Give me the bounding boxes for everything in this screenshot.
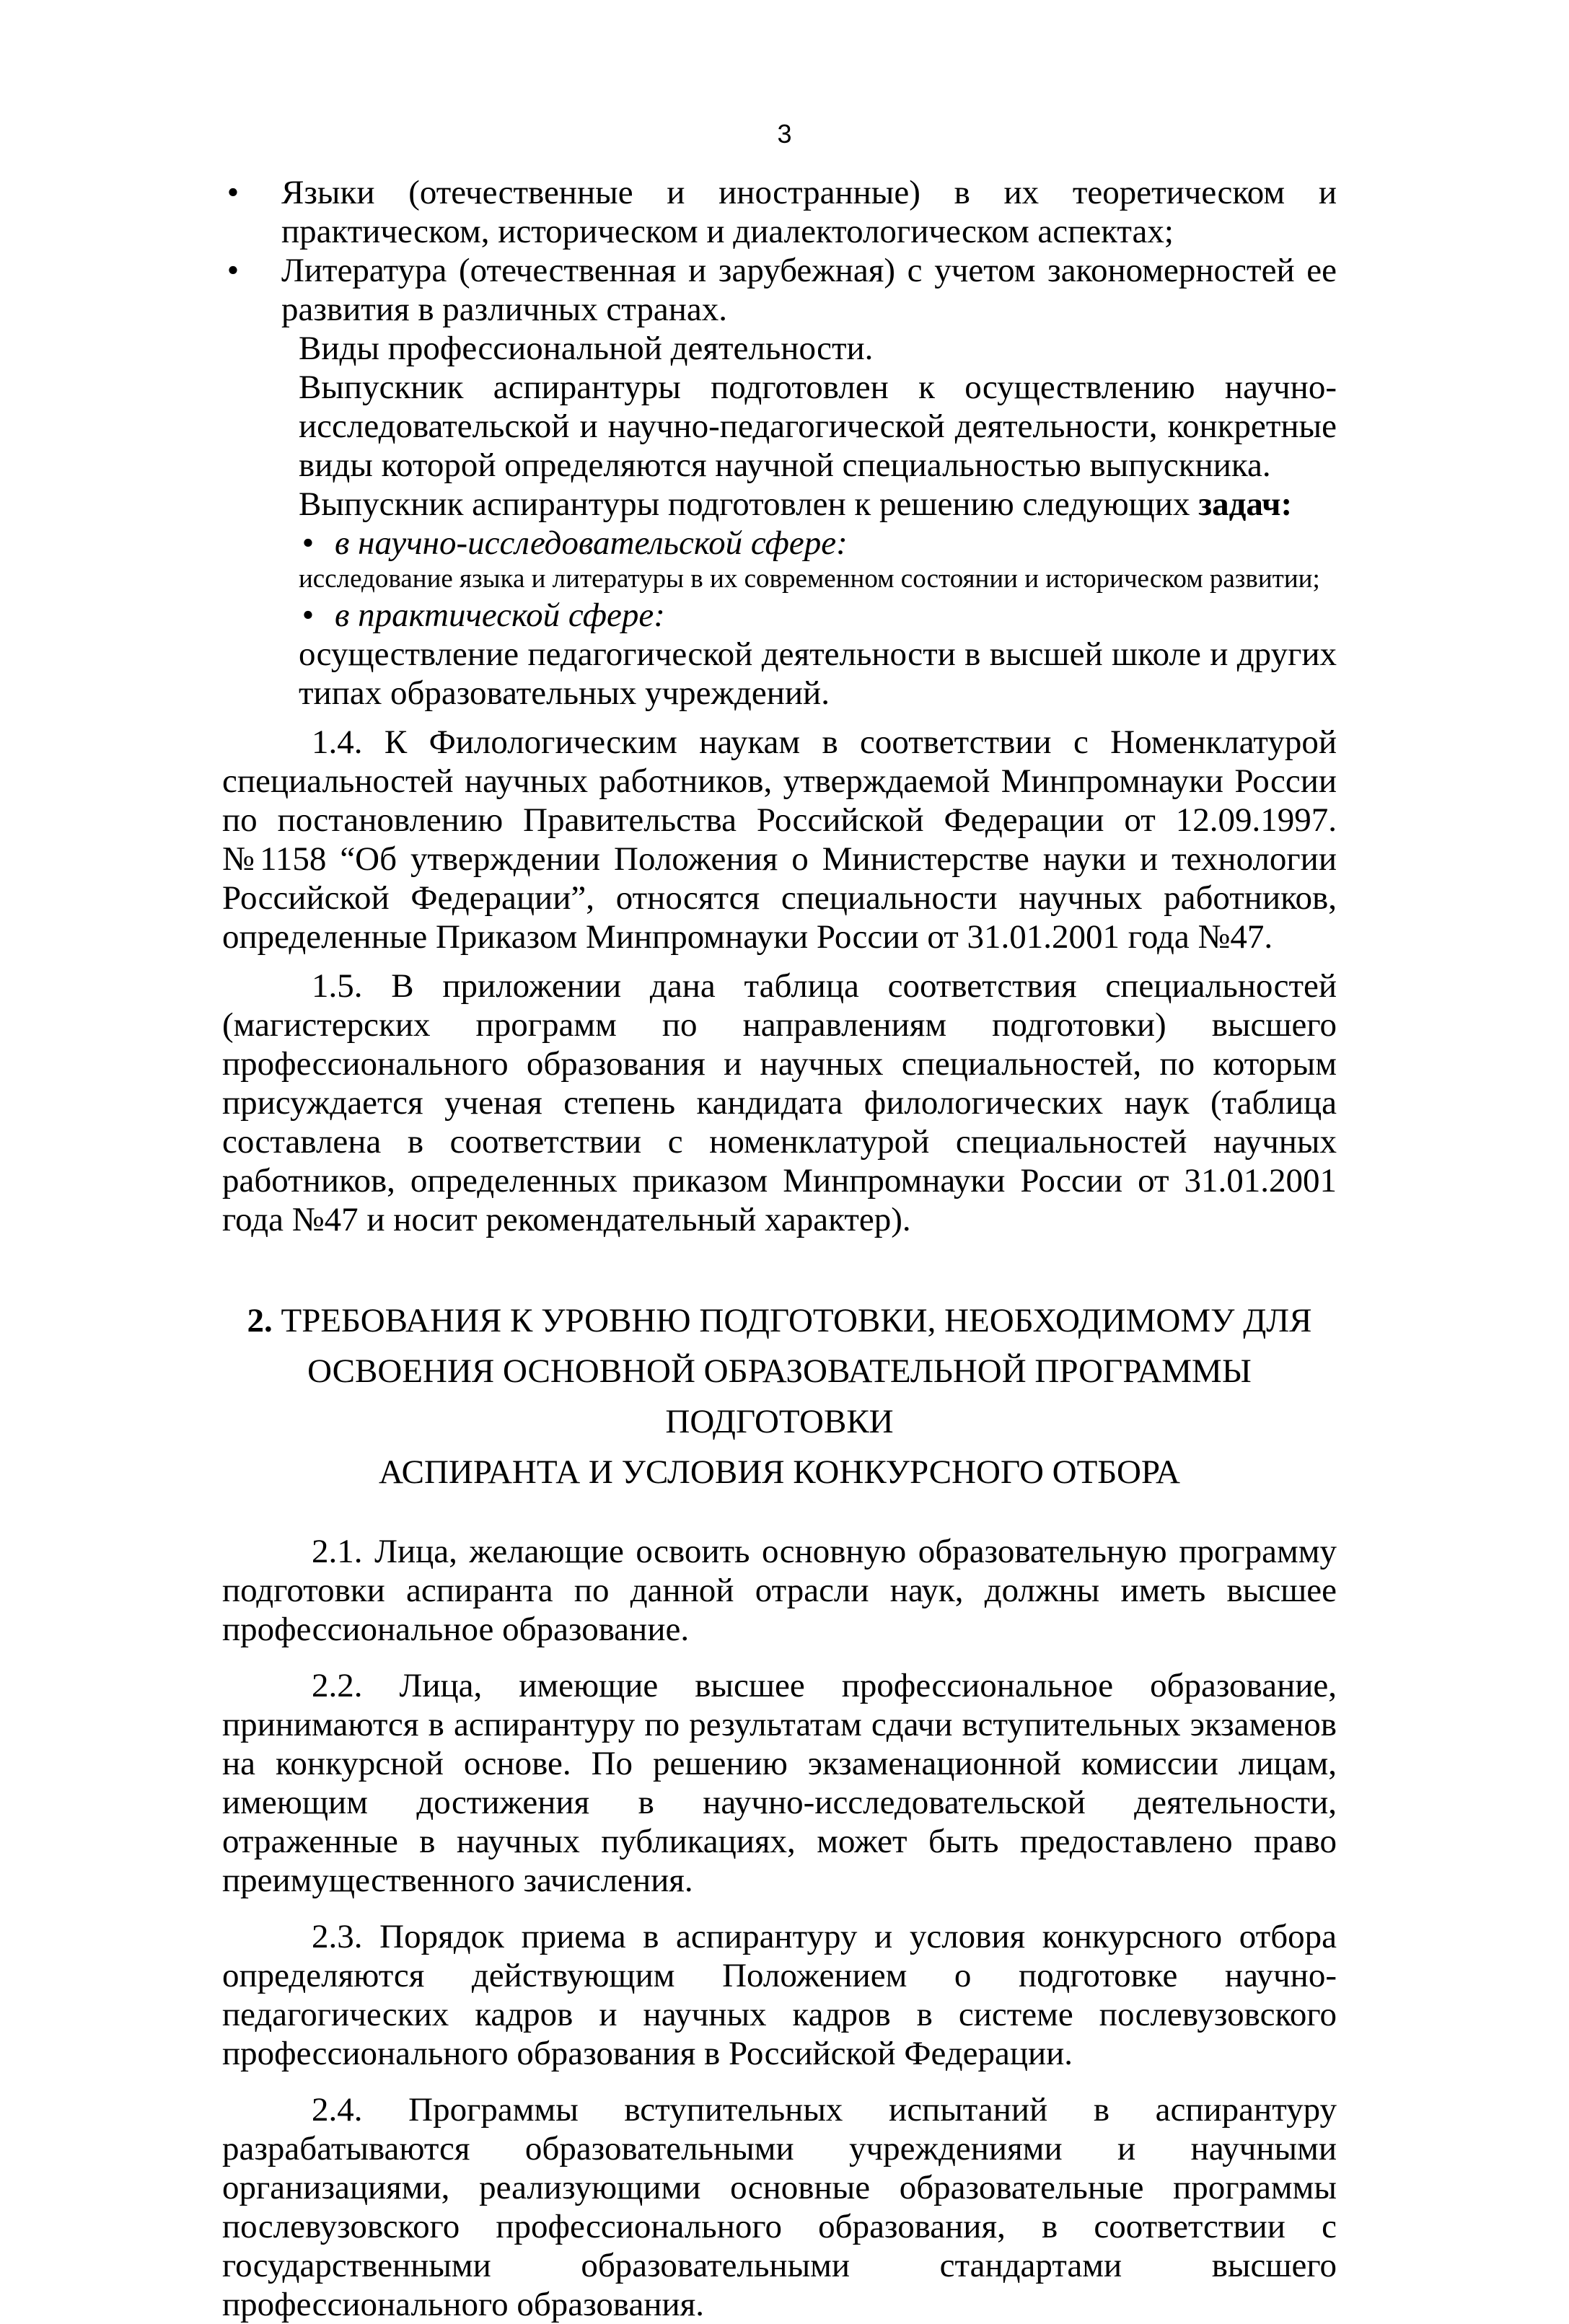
practice-label: в практической сфере: <box>335 597 665 634</box>
paragraph-2-4: 2.4. Программы вступительных испытаний в аспирантуру разрабатываются образовательными учреждениями и научными организациями, реализующими основные образовательные программы послевузовского профессионального образования, в соответствии с государственными образовательными стандартами высшего профессионального образования. <box>222 2091 1337 2323</box>
paragraph-1-4: 1.4. К Филологическим наукам в соответствии с Номенклатурой специальностей научных работников, утверждаемой Минпромнауки России по постановлению Правительства Российской Федерации от 12.09.1997. №1158 “Об утверждении Положения о Министерстве науки и технологии Российской Федерации”, относятся специальности научных работников, определенные Приказом Минпромнауки России от 31.01.2001 года №47. <box>222 723 1337 956</box>
bullet-icon: • <box>302 524 315 562</box>
bullet-text: Языки (отечественные и иностранные) в их теоретическом и практическом, историческом и диалектологическом аспектах; <box>281 174 1337 250</box>
bullet-icon: • <box>302 597 315 634</box>
bullet-icon: • <box>227 174 239 211</box>
heading-line-3: АСПИРАНТА И УСЛОВИЯ КОНКУРСНОГО ОТБОРА <box>379 1453 1180 1491</box>
paragraph-2-1: 2.1. Лица, желающие освоить основную образовательную программу подготовки аспиранта по данной отрасли наук, должны иметь высшее профессиональное образование. <box>222 1533 1337 1648</box>
document-body <box>222 173 1337 2324</box>
section-heading <box>222 1295 1337 1497</box>
practice-text: осуществление педагогической деятельности в высшей школе и других типах образовательных учреждений. <box>299 635 1337 712</box>
bullet-icon: • <box>227 252 239 289</box>
tasks-intro <box>299 485 1337 524</box>
heading-line-1 <box>222 1295 1337 1346</box>
paragraph-1-5: 1.5. В приложении дана таблица соответствия специальностей (магистерских программ по направлениям подготовки) высшего профессионального образования и научных специальностей, по которым присуждается ученая степень кандидата филологических наук (таблица составлена в соответствии с номенклатурой специальностей научных работников, определенных приказом Минпромнауки России от 31.01.2001 года №47 и носит рекомендательный характер). <box>222 967 1337 1238</box>
bullet-text: Литература (отечественная и зарубежная) с учетом закономерностей ее развития в различных странах. <box>281 252 1337 328</box>
activities-title: Виды профессиональной деятельности. <box>299 330 874 367</box>
paragraph-2-2: 2.2. Лица, имеющие высшее профессиональное образование, принимаются в аспирантуру по результатам сдачи вступительных экзаменов на конкурсной основе. По решению экзаменационной комиссии лицам, имеющим достижения в научно-исследовательской деятельности, отраженные в научных публикациях, может быть предоставлено право преимущественного зачисления. <box>222 1667 1337 1899</box>
heading-number: 2. <box>247 1302 273 1339</box>
list-item <box>299 524 1337 563</box>
activities-text: Выпускник аспирантуры подготовлен к осуществлению научно-исследовательской и научно-педагогической деятельности, конкретные виды которой определяются научной специальностью выпускника. <box>299 369 1337 484</box>
list-item <box>299 596 1337 635</box>
tasks-bold: задач: <box>1198 485 1293 523</box>
heading-line-2: ОСВОЕНИЯ ОСНОВНОЙ ОБРАЗОВАТЕЛЬНОЙ ПРОГРАММЫ ПОДГОТОВКИ <box>307 1352 1252 1440</box>
research-text: исследование языка и литературы в их современном состоянии и историческом развитии; <box>299 564 1320 594</box>
list-item <box>222 251 1337 329</box>
page-number: 3 <box>777 119 792 149</box>
activities-block <box>222 329 1337 713</box>
list-item <box>222 173 1337 251</box>
heading-line-1-text: ТРЕБОВАНИЯ К УРОВНЮ ПОДГОТОВКИ, НЕОБХОДИМОМУ ДЛЯ <box>272 1302 1312 1339</box>
research-label: в научно-исследовательской сфере: <box>335 524 848 562</box>
tasks-intro-text: Выпускник аспирантуры подготовлен к решению следующих <box>299 485 1199 523</box>
paragraph-2-3: 2.3. Порядок приема в аспирантуру и условия конкурсного отбора определяются действующим Положением о подготовке научно-педагогических кадров и научных кадров в системе послевузовского профессионального образования в Российской Федерации. <box>222 1918 1337 2072</box>
